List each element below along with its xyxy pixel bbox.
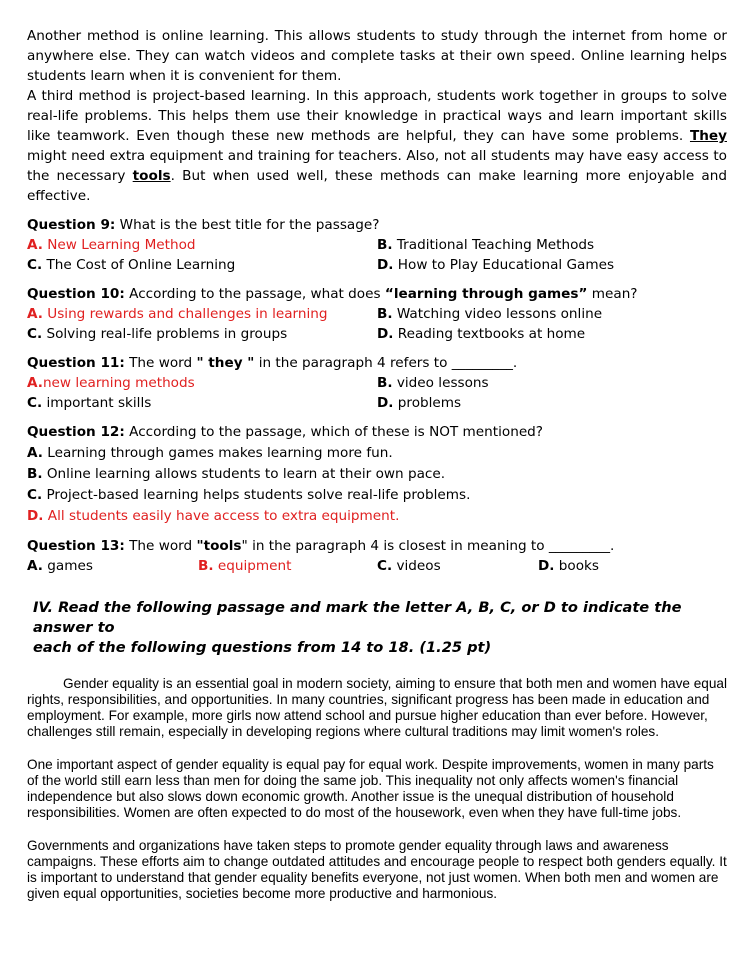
q10-option-b: B. Watching video lessons online [377, 306, 603, 322]
question-label: Question 13: [27, 538, 125, 554]
quoted-phrase: " they " [196, 355, 255, 371]
section-iv-heading [27, 598, 727, 658]
passage-iv-paragraph-2: One important aspect of gender equality is equal pay for equal work. Despite improvements, women in many parts of the world still earn less than men for doing the same job. This inequality not only affects women's financial independence but also slows down economic growth. Another issue is the unequal distribution of household responsibilities. Women are often expected to do most of the housework, even when they have full-time jobs. [27, 757, 714, 820]
section-iv-line-1: IV. Read the following passage and mark the letter A, B, C, or D to indicate the answer to [33, 599, 682, 636]
question-10-stem: Question 10: According to the passage, what does “learning through games” mean? [27, 286, 638, 302]
q12-option-d: D. All students easily have access to extra equipment. [27, 508, 400, 524]
q9-option-b: B. Traditional Teaching Methods [377, 237, 595, 253]
passage-iv-paragraph-1: Gender equality is an essential goal in modern society, aiming to ensure that both men and women have equal rights, responsibilities, and opportunities. In many countries, significant progress has been made in education and employment. For example, more girls now attend school and pursue higher education than ever before. However, challenges still remain, especially in developing regions where cultural traditions may limit women's roles. [27, 676, 727, 739]
q12-option-b: B. Online learning allows students to learn at their own pace. [27, 466, 446, 482]
question-label: Question 9: [27, 217, 116, 233]
q13-option-b: B. equipment [198, 558, 292, 574]
q11-option-a: A.new learning methods [27, 375, 195, 391]
question-11-stem: Question 11: The word " they " in the paragraph 4 refers to _________. [27, 355, 518, 371]
quoted-phrase: "tools [196, 538, 242, 554]
question-9-stem [27, 215, 727, 235]
question-11 [27, 353, 727, 413]
passage-iv-paragraph-3: Governments and organizations have taken steps to promote gender equality through laws and awareness campaigns. These efforts aim to change outdated attitudes and encourage people to respect both genders equally. It is important to understand that gender equality benefits everyone, not just women. When both men and women are given equal opportunities, societies become more productive and harmonious. [27, 838, 727, 901]
project-text: A third method is project-based learning. In this approach, students work together in groups to solve real-life problems. This helps them use their knowledge in practical ways and learn important skills like teamwork. Even though these new methods are helpful, they can have some problems. [27, 88, 727, 144]
q9-option-a: A. New Learning Method [27, 237, 196, 253]
after-tools-text: . But when used well, these methods can make learning more enjoyable and effective. [27, 168, 727, 204]
q11-option-d: D. problems [377, 395, 462, 411]
question-9 [27, 215, 727, 275]
intro-paragraph-online: Another method is online learning. This allows students to study through the internet from home or anywhere else. They can watch videos and complete tasks at their own speed. Online learning helps students learn when it is convenient for them. [27, 28, 727, 84]
q9-option-c: C. The Cost of Online Learning [27, 257, 236, 273]
section-iv-line-2: each of the following questions from 14 to 18. (1.25 pt) [33, 639, 492, 656]
word-they: They [689, 128, 727, 144]
question-label: Question 12: [27, 424, 125, 440]
after-they-text: might need extra equipment and training for teachers. Also, not all students may have easy access to the necessary [27, 148, 727, 184]
word-tools: tools [132, 168, 171, 184]
q10-option-c: C. Solving real-life problems in groups [27, 326, 288, 342]
question-text: What is the best title for the passage? [115, 217, 380, 233]
question-13 [27, 536, 727, 576]
quoted-phrase: “learning through games” [384, 286, 588, 302]
q13-option-c: C. videos [377, 558, 441, 574]
q11-option-c: C. important skills [27, 395, 152, 411]
q13-option-a: A. games [27, 558, 93, 574]
intro-paragraph-project [27, 86, 727, 206]
question-12 [27, 422, 727, 527]
q10-option-a: A. Using rewards and challenges in learning [27, 306, 328, 322]
q10-option-d: D. Reading textbooks at home [377, 326, 586, 342]
q11-option-b: B. video lessons [377, 375, 489, 391]
page-content [27, 26, 727, 902]
q13-option-d: D. books [538, 558, 599, 574]
question-10 [27, 284, 727, 344]
q9-option-d: D. How to Play Educational Games [377, 257, 615, 273]
question-label: Question 11: [27, 355, 125, 371]
question-12-stem: Question 12: According to the passage, which of these is NOT mentioned? [27, 424, 544, 440]
question-label: Question 10: [27, 286, 125, 302]
q12-option-c: C. Project-based learning helps students solve real-life problems. [27, 487, 471, 503]
q12-option-a: A. Learning through games makes learning more fun. [27, 445, 393, 461]
question-13-stem: Question 13: The word "tools" in the paragraph 4 is closest in meaning to _________. [27, 538, 615, 554]
